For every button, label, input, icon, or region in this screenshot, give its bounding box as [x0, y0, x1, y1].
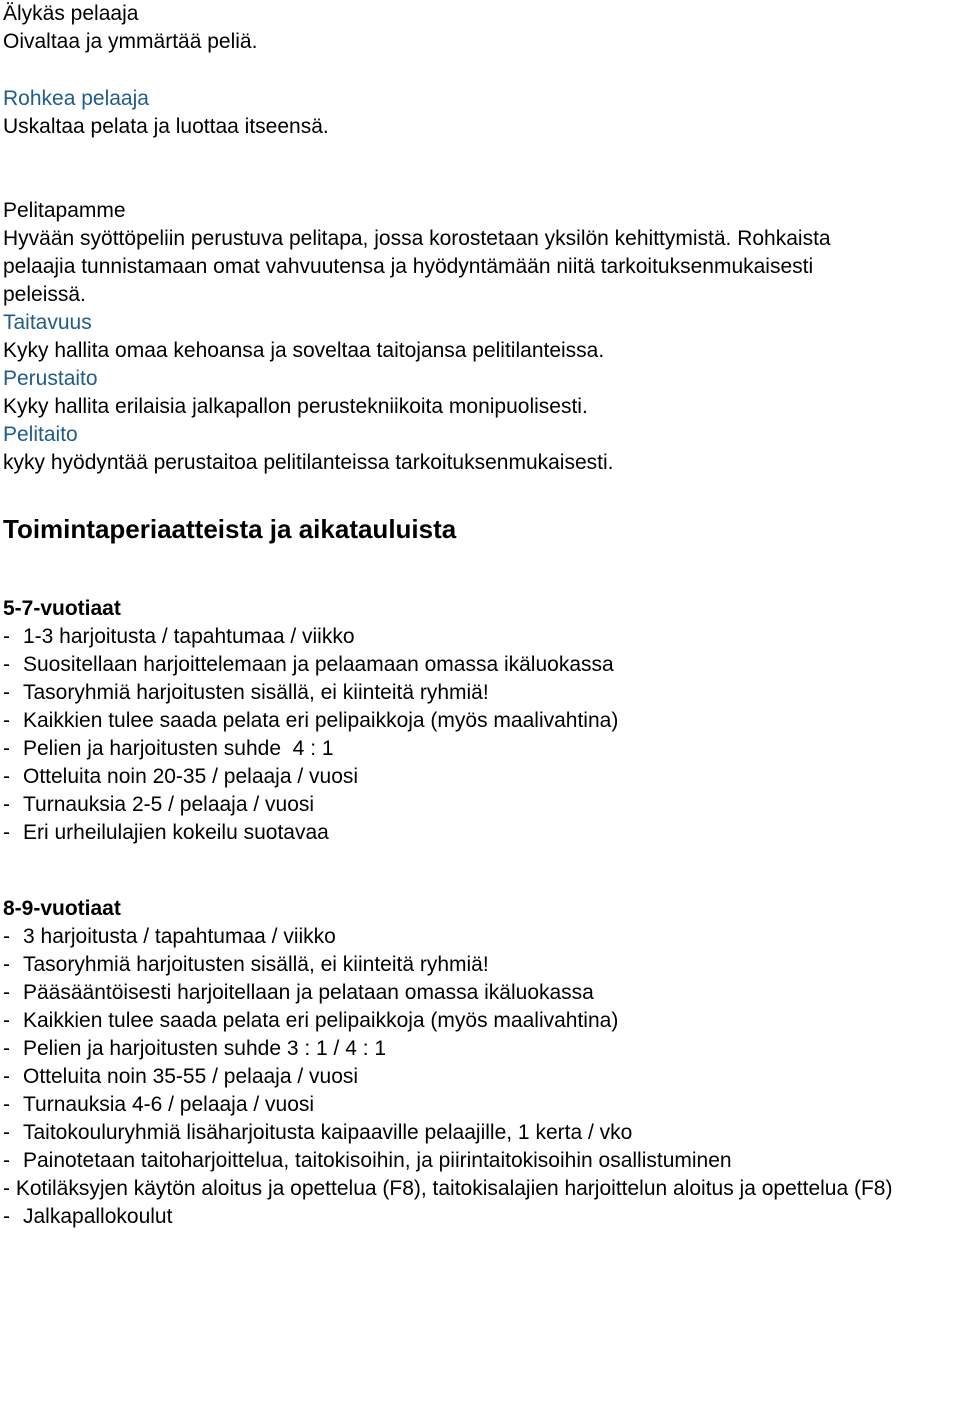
perustaito-title: Perustaito [3, 367, 98, 390]
group-8-9-list [3, 923, 958, 1231]
list-item: - Pääsääntöisesti harjoitellaan ja pelataan omassa ikäluokassa [3, 979, 958, 1007]
list-item: - Taitokouluryhmiä lisäharjoitusta kaipaaville pelaajille, 1 kerta / vko [3, 1119, 958, 1147]
list-item-wrapped: - Kotiläksyjen käytön aloitus ja opettelua (F8), taitokisalajien harjoittelun aloitus ja opettelua (F8) [3, 1177, 893, 1200]
list-item: - Pelien ja harjoitusten suhde 4 : 1 [3, 735, 958, 763]
schedule-heading: Toimintaperiaatteista ja aikatauluista [3, 514, 457, 544]
pelitapa-title: Pelitapamme [3, 199, 126, 222]
pelitaito-text: kyky hyödyntää perustaitoa pelitilanteissa tarkoituksenmukaisesti. [3, 451, 614, 474]
list-item: - Pelien ja harjoitusten suhde 3 : 1 / 4 : 1 [3, 1035, 958, 1063]
list-item: - Otteluita noin 20-35 / pelaaja / vuosi [3, 763, 958, 791]
alykas-title: Älykäs pelaaja [3, 2, 139, 25]
list-item: - 3 harjoitusta / tapahtumaa / viikko [3, 923, 958, 951]
list-item: - Turnauksia 2-5 / pelaaja / vuosi [3, 791, 958, 819]
perustaito-text: Kyky hallita erilaisia jalkapallon perustekniikoita monipuolisesti. [3, 395, 588, 418]
list-item: - Otteluita noin 35-55 / pelaaja / vuosi [3, 1063, 958, 1091]
list-item: - Suositellaan harjoittelemaan ja pelaamaan omassa ikäluokassa [3, 651, 958, 679]
rohkea-text: Uskaltaa pelata ja luottaa itseensä. [3, 115, 329, 138]
group-5-7-title: 5-7-vuotiaat [3, 597, 121, 620]
group-5-7-list [3, 623, 958, 847]
group-8-9-title: 8-9-vuotiaat [3, 897, 121, 920]
document-page [3, 0, 958, 1231]
taitavuus-title: Taitavuus [3, 311, 92, 334]
list-item: - Eri urheilulajien kokeilu suotavaa [3, 819, 958, 847]
list-item: - Tasoryhmiä harjoitusten sisällä, ei kiinteitä ryhmiä! [3, 679, 958, 707]
alykas-text: Oivaltaa ja ymmärtää peliä. [3, 30, 258, 53]
rohkea-title: Rohkea pelaaja [3, 87, 149, 110]
list-item: - Kaikkien tulee saada pelata eri pelipaikkoja (myös maalivahtina) [3, 707, 958, 735]
list-item: - 1-3 harjoitusta / tapahtumaa / viikko [3, 623, 958, 651]
pelitapa-text-1: Hyvään syöttöpeliin perustuva pelitapa, jossa korostetaan yksilön kehittymistä. Rohkaista [3, 227, 831, 250]
list-item: - Turnauksia 4-6 / pelaaja / vuosi [3, 1091, 958, 1119]
pelitapa-text-2: pelaajia tunnistamaan omat vahvuutensa ja hyödyntämään niitä tarkoituksenmukaisesti [3, 255, 814, 278]
list-item: - Tasoryhmiä harjoitusten sisällä, ei kiinteitä ryhmiä! [3, 951, 958, 979]
taitavuus-text: Kyky hallita omaa kehoansa ja soveltaa taitojansa pelitilanteissa. [3, 339, 605, 362]
pelitapa-text-3: peleissä. [3, 283, 86, 306]
list-item: - Painotetaan taitoharjoittelua, taitokisoihin, ja piirintaitokisoihin osallistuminen [3, 1147, 958, 1175]
list-item: - Kaikkien tulee saada pelata eri pelipaikkoja (myös maalivahtina) [3, 1007, 958, 1035]
list-item: - Jalkapallokoulut [3, 1203, 958, 1231]
pelitaito-title: Pelitaito [3, 423, 78, 446]
